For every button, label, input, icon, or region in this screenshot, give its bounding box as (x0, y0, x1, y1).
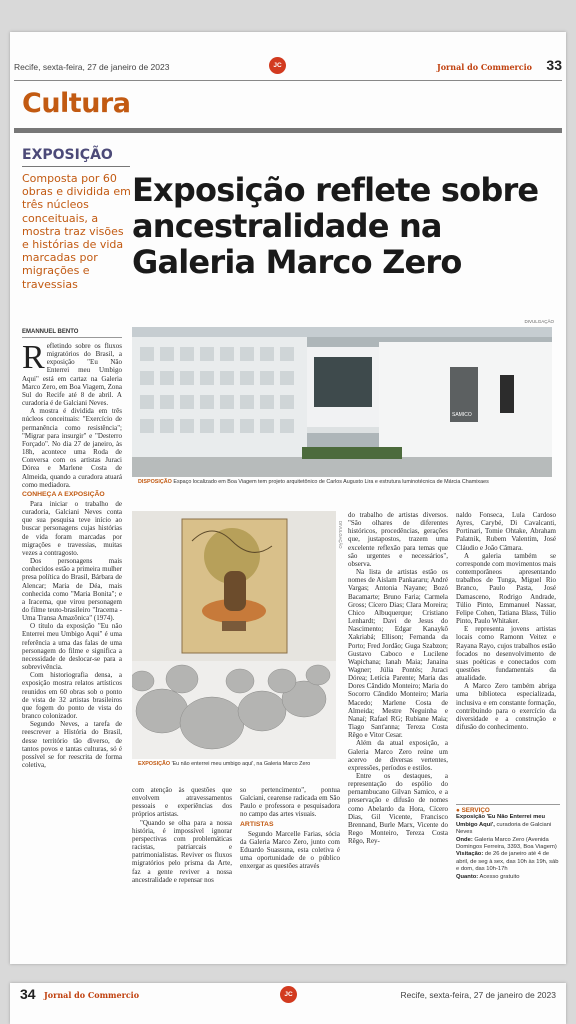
paragraph: so pertencimento", pontua Galciani, cearense radicada em São Paulo e professora e pesquisadora no campo das artes visuais. (240, 786, 340, 819)
photo1-caption-text: Espaço localizado em Boa Viagem tem projeto arquitetônico de Carlos Augusto Lira e estrutura luminotécnica de Márcia Chamixaes (173, 479, 489, 485)
article-column-1 (22, 342, 122, 890)
service-label: Exposição 'Eu Não Enterrei meu Umbigo Aqui', (456, 814, 546, 828)
footer-paper-name: Jornal do Commercio (44, 990, 140, 1000)
paragraph: Na lista de artistas estão os nomes de Aislam Pankararu; André Vargas; Antonia Nayane; Bozó Bacamarte; Bruno Faria; Carmela Gross; Cícero Dias; Clara Moreira; Chico Albuquerque; Cristiano Lenhardt; Davi de Jesus do Nascimento; Edgar Kanaykõ Xakriabá; Ellison; Fernanda da Porto; Fred Jordão; Guga Szabzon; Gustavo Caboco e Lucilene Wapichana; Ianah Maia; Janaina Wagner; Júlia Pontés; Juraci Dórea; Letícia Parente; Maria das Dores Cândido Monteiro; Maria do Socorro Cândido Monteiro; Maria Macedo; Marlene Costa de Almeida; Mestre Neguinha e Nanaí; Rafael RG; Rubiane Maia; Tiago Sant'anna; Tereza Costa Rêgo e Vitor Cesar. (348, 568, 448, 740)
photo1-caption (138, 479, 550, 485)
service-value: de 26 de janeiro até 4 de abril, de seg à sex, das 10h às 19h, sáb e dom, das 10h-17h (456, 851, 559, 873)
section-rule (14, 128, 562, 133)
footer-date: Recife, sexta-feira, 27 de janeiro de 2023 (400, 990, 556, 1000)
service-label: Onde: (456, 836, 473, 843)
subhead: ARTISTAS (240, 820, 274, 828)
service-value: curadoria de Galciani Neves (456, 821, 552, 836)
paragraph: Dos personagens mais conhecidos estão a primeira mulher presa política do Brasil, Bárbara de Alencar; Maria de Déa, mais conhecida como "Maria Bonita"; e a Iracema, que virou personagem do filme teuto-brasileiro "Iracema - Uma Transa Amazônica" (1974). (22, 557, 122, 623)
jc-logo: JC (269, 57, 286, 74)
photo2-caption-text: 'Eu não enterrei meu umbigo aqui', na Galeria Marco Zero (171, 761, 311, 767)
building-sign: SAMICO (452, 412, 472, 418)
service-value: Acesso gratuito (479, 873, 520, 880)
footer-page-number: 34 (20, 986, 36, 1002)
service-title-text: SERVIÇO (461, 807, 490, 814)
service-value: Galeria Marco Zero (Avenida Domingos Ferreira, 3393, Boa Viagem) (456, 836, 557, 851)
paragraph: efletindo sobre os fluxos migratórios do Brasil, a exposição "Eu Não Enterrei meu Umbigo Aqui" está em cartaz na Galeria Marco Zero, em Boa Viagem, Zona Sul do Recife até 8 de abril. A curadoria é de Galciani Neves. (22, 342, 122, 408)
article-column-5 (456, 511, 556, 801)
paragraph: "Quando se olha para a nossa história, é impossível ignorar perspectivas com problemáticas racistas, patriarcais e patrimonialistas. Reviver os fluxos migratórios pelo prisma da Arte, faz a gente reviver a nossa ancestralidade e repensar nos (132, 818, 232, 884)
service-label: Quanto: (456, 873, 479, 880)
section-title: Cultura (22, 88, 131, 119)
service-box (456, 804, 560, 892)
article-column-2 (132, 786, 232, 892)
headline: Exposição reflete sobre ancestralidade na Galeria Marco Zero (132, 171, 539, 281)
header-page-number: 33 (546, 57, 562, 73)
header-paper-name: Jornal do Commercio (436, 62, 532, 72)
subhead: CONHEÇA A EXPOSIÇÃO (22, 490, 105, 498)
paragraph: Além da atual exposição, a Galeria Marco Zero reúne um acervo de diversas vertentes, expressões, períodos e estilos. (348, 739, 448, 772)
gallery-building-photo (132, 327, 552, 477)
byline: EMANNUEL BENTO (22, 329, 79, 335)
photo1-caption-label: DISPOSIÇÃO (138, 479, 172, 485)
service-title: ● SERVIÇO (456, 804, 560, 814)
paragraph: com atenção às questões que envolvem atravessamentos pessoais e experiências dos próprios artistas. (132, 786, 232, 819)
article-column-4 (348, 511, 448, 892)
jc-logo: JC (280, 986, 297, 1003)
paragraph: Segundo Marcelle Farias, sócia da Galeria Marco Zero, junto com Eduardo Suassuna, esta coletiva é uma oportunidade de o público enxergar as questões através (240, 829, 340, 871)
header-date: Recife, sexta-feira, 27 de janeiro de 2023 (14, 62, 170, 72)
service-label: Visitação: (456, 851, 484, 858)
photo2-caption-label: EXPOSIÇÃO (138, 761, 171, 767)
paragraph: naldo Fonseca, Lula Cardoso Ayres, Carybé, Di Cavalcanti, Portinari, Tomie Ohtake, Abraham Palatnik, Rubem Valentim, José Cláudio e João Câmara. (456, 511, 556, 552)
dek: Composta por 60 obras e dividida em três núcleos conceituais, a mostra traz visões e histórias de vida marcadas por migrações e travessias (22, 172, 131, 291)
building-illustration (132, 327, 552, 477)
paragraph: Segundo Neves, a tarefa de reescrever a História do Brasil, desse território tão diverso, de tantos povos e tantas culturas, só é possível se for reescrita de forma coletiva, (22, 720, 122, 769)
kicker-rule (22, 166, 130, 167)
page-header (14, 57, 562, 77)
paragraph: O título da exposição "Eu não Enterrei meu Umbigo Aqui" é uma referência a uma das falas de uma personagem do filme e significa a necessidade de deslocar-se para a sobrevivência. (22, 622, 122, 672)
byline-rule (22, 337, 122, 338)
paragraph: E representa jovens artistas locais como Ramonn Veitez e Rayana Rayo, cujos trabalhos estão focados no desenvolvimento de suas poéticas e conectados com questões fundamentais da atualidade. (456, 625, 556, 683)
paragraph: A galeria também se corresponde com movimentos mais contemporâneos apresentando trabalhos de Tunga, Miguel Rio Branco, Paulo Pasta, José Damasceno, Rodrigo Andrade, Túlio Pinto, Emmanuel Nassar, Felipe Cohen, Tatiana Blass, Túlio Pinto, Paulo Whitaker. (456, 551, 556, 626)
paragraph: do trabalho de artistas diversos. "São olhares de diferentes históricos, procedências, gerações que, justapostos, trazem uma excelente reflexão para temas que são urgentes e necessários", observa. (348, 511, 448, 568)
header-rule (14, 80, 562, 81)
photo2-caption (138, 761, 334, 768)
exhibition-artwork-photo (132, 511, 336, 759)
paragraph: Entre os destaques, a representação do espólio do pernambucano Gilvan Samico, e a preservação e difusão de nomes como Abelardo da Hora, Cícero Dias, Gil Vicente, Francisco Brennand, Burle Marx, Vicente do Rego Monteiro, Tereza Costa Rêgo, Rey- (348, 772, 448, 846)
paragraph: Para iniciar o trabalho de curadoria, Galciani Neves conta que sua pesquisa teve início ao buscar personagens cujas histórias de vida foram marcadas por migrações e travessias, muitas vezes a contragosto. (22, 499, 122, 557)
artwork-illustration (132, 511, 336, 759)
photo1-credit: DIVULGAÇÃO (524, 319, 554, 324)
paragraph: A mostra é dividida em três núcleos conceituais: "Exercício de permanência como resistência"; "Migrar para insurgir" e "Desterro Forçado". No dia 27 de janeiro, às 18h, acontece uma Roda de Conversa com os artistas Juraci Dórea e Marlene Costa de Almeida, quando a curadora atuará como mediadora. (22, 407, 122, 489)
paragraph: A Marco Zero também abriga uma biblioteca especializada, inclusiva e em constante formação, contribuindo para o exercício da diversidade e a construção e difusão do conhecimento. (456, 682, 556, 732)
photo2-credit: DIVULGAÇÃO (338, 521, 343, 549)
paragraph: Com historiografia densa, a exposição mostra relatos artísticos reunidos em 60 obras sob o ponto de vista de 32 artistas brasileiros que fogem do ponto de vista do branco colonizador. (22, 671, 122, 721)
article-column-3 (240, 786, 340, 892)
drop-cap: R (22, 342, 45, 376)
kicker: EXPOSIÇÃO (22, 147, 113, 163)
